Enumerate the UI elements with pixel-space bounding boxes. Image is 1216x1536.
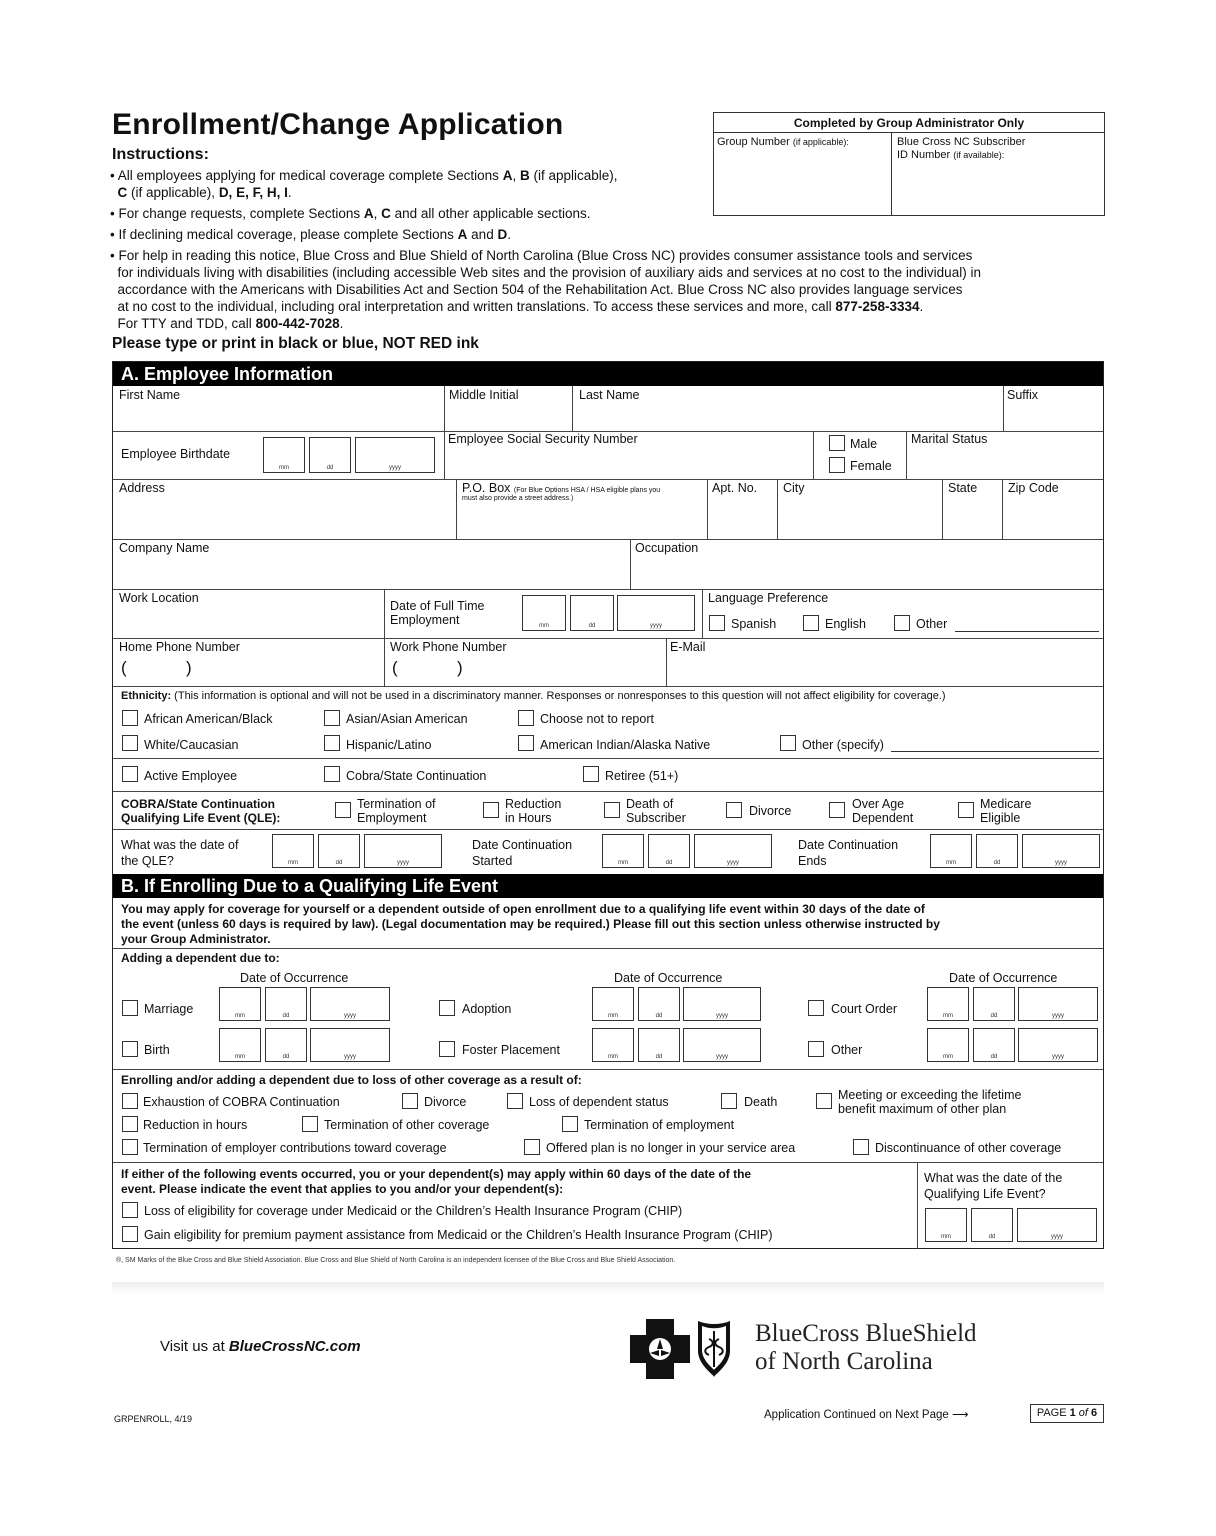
loss-divorce-label: Divorce bbox=[424, 1095, 467, 1109]
qle-medicare-label: Medicare Eligible bbox=[980, 797, 1032, 825]
qle-yyyy-box[interactable]: yyyy bbox=[364, 834, 442, 868]
instruction-2: • For change requests, complete Sections A, C and all other applicable sections. bbox=[110, 206, 591, 221]
other-event-checkbox[interactable] bbox=[808, 1041, 824, 1057]
foster-checkbox[interactable] bbox=[439, 1041, 455, 1057]
birth-event-yyyy-box[interactable]: yyyy bbox=[310, 1028, 390, 1062]
female-label: Female bbox=[850, 459, 892, 473]
doo-label-1: Date of Occurrence bbox=[240, 971, 349, 985]
bcbs-logo-icon bbox=[630, 1317, 750, 1379]
group-number-field[interactable]: Group Number (if applicable): bbox=[714, 133, 892, 215]
admin-box bbox=[713, 112, 1105, 216]
foster-label: Foster Placement bbox=[462, 1043, 560, 1057]
suffix-field[interactable]: Suffix bbox=[1007, 388, 1039, 402]
eth-african-checkbox[interactable] bbox=[122, 710, 138, 726]
other-dd-box[interactable]: dd bbox=[973, 1028, 1015, 1062]
home-phone-paren-open: ( bbox=[121, 658, 127, 677]
website-link[interactable]: BlueCrossNC.com bbox=[228, 1338, 361, 1355]
fulltime-yyyy-box[interactable]: yyyy bbox=[617, 595, 695, 631]
loss-hours-label: Reduction in hours bbox=[143, 1118, 248, 1132]
application-form bbox=[112, 361, 1104, 1249]
loss-max-checkbox[interactable] bbox=[816, 1093, 832, 1109]
chip-gain-checkbox[interactable] bbox=[122, 1226, 138, 1242]
other-yyyy-box[interactable]: yyyy bbox=[1018, 1028, 1098, 1062]
zip-field[interactable]: Zip Code bbox=[1008, 481, 1059, 495]
qle-heading: COBRA/State Continuation Qualifying Life Event (QLE): bbox=[121, 797, 281, 825]
male-checkbox[interactable] bbox=[829, 435, 845, 451]
state-field[interactable]: State bbox=[948, 481, 978, 495]
company-name-field[interactable]: Company Name bbox=[119, 541, 210, 555]
loss-death-checkbox[interactable] bbox=[721, 1093, 737, 1109]
instruction-4: • For help in reading this notice, Blue Cross and Blue Shield of North Carolina (Blue Cross NC) provides consumer assistance tools and services for individuals living with disabilities (including accessible Web sites and the provision of auxiliary aids and services at no cost to the individual) in accordance with the Americans with Disabilities Act and Section 504 of the Rehabilitation Act. Blue Cross NC also provides language services at no cost to the individual, including oral interpretation and written translations. To access these services and more, call 877-258-3334. For TTY and TDD, call 800-442-7028. bbox=[110, 248, 981, 331]
marriage-label: Marriage bbox=[144, 1002, 194, 1016]
birth-label: Birth bbox=[144, 1043, 170, 1057]
start-yyyy-box[interactable]: yyyy bbox=[694, 834, 772, 868]
work-phone-field[interactable]: Work Phone Number bbox=[390, 640, 507, 654]
adoption-dd-box[interactable]: dd bbox=[638, 987, 680, 1021]
birth-dd-box[interactable]: dd bbox=[309, 437, 351, 473]
english-checkbox[interactable] bbox=[803, 615, 819, 631]
eth-white-checkbox[interactable] bbox=[122, 735, 138, 751]
qle-divorce-checkbox[interactable] bbox=[726, 802, 742, 818]
cobra-continuation-checkbox[interactable] bbox=[324, 766, 340, 782]
doo-label-2: Date of Occurrence bbox=[614, 971, 723, 985]
birth-event-mm-box[interactable]: mm bbox=[219, 1028, 261, 1062]
qle-termination-checkbox[interactable] bbox=[335, 802, 351, 818]
qle-over-age-label: Over Age Dependent bbox=[852, 797, 914, 825]
section-b-header: B. If Enrolling Due to a Qualifying Life Event bbox=[113, 874, 1103, 898]
instruction-3: • If declining medical coverage, please complete Sections A and D. bbox=[110, 227, 511, 242]
chip-heading: If either of the following events occurred, you or your dependent(s) may apply within 60 days of the date of the event. Please indicate the event that applies to you and/or your dependent(s): bbox=[121, 1167, 752, 1196]
adoption-mm-box[interactable]: mm bbox=[592, 987, 634, 1021]
loss-max-label: Meeting or exceeding the lifetime benefit maximum of other plan bbox=[838, 1088, 1022, 1116]
work-phone-paren-open: ( bbox=[392, 658, 398, 677]
instructions-heading: Instructions: bbox=[112, 146, 209, 163]
adoption-label: Adoption bbox=[462, 1002, 512, 1016]
qle-medicare-checkbox[interactable] bbox=[958, 802, 974, 818]
adding-dependent-heading: Adding a dependent due to: bbox=[121, 951, 280, 965]
male-label: Male bbox=[850, 437, 878, 451]
loss-divorce-checkbox[interactable] bbox=[402, 1093, 418, 1109]
female-checkbox[interactable] bbox=[829, 457, 845, 473]
qle-over-age-checkbox[interactable] bbox=[829, 802, 845, 818]
court-order-label: Court Order bbox=[831, 1002, 897, 1016]
ssn-field[interactable]: Employee Social Security Number bbox=[448, 432, 638, 446]
language-label: Language Preference bbox=[708, 591, 829, 605]
chip-yyyy-box[interactable]: yyyy bbox=[1017, 1208, 1097, 1242]
loss-cobra-checkbox[interactable] bbox=[122, 1093, 138, 1109]
home-phone-paren-close: ) bbox=[186, 658, 192, 677]
loss-term-other-checkbox[interactable] bbox=[302, 1116, 318, 1132]
instruction-1: • All employees applying for medical coverage complete Sections A, B (if applicable), C (if applicable), D, E, F, H, I. bbox=[110, 168, 618, 200]
court-dd-box[interactable]: dd bbox=[973, 987, 1015, 1021]
other-mm-box[interactable]: mm bbox=[927, 1028, 969, 1062]
other-language-line[interactable] bbox=[955, 631, 1099, 632]
eth-other-checkbox[interactable] bbox=[780, 735, 796, 751]
loss-term-other-label: Termination of other coverage bbox=[324, 1118, 490, 1132]
chip-loss-checkbox[interactable] bbox=[122, 1202, 138, 1218]
loss-contrib-label: Termination of employer contributions toward coverage bbox=[143, 1141, 447, 1155]
loss-area-label: Offered plan is no longer in your service area bbox=[546, 1141, 796, 1155]
qle-mm-box[interactable]: mm bbox=[272, 834, 314, 868]
first-name-field[interactable]: First Name bbox=[119, 388, 181, 402]
subscriber-id-field[interactable]: Blue Cross NC Subscriber ID Number (if available): bbox=[897, 136, 1026, 161]
english-label: English bbox=[825, 617, 866, 631]
doo-label-3: Date of Occurrence bbox=[949, 971, 1058, 985]
active-employee-label: Active Employee bbox=[144, 769, 238, 783]
admin-heading: Completed by Group Administrator Only bbox=[714, 113, 1104, 133]
end-yyyy-box[interactable]: yyyy bbox=[1022, 834, 1100, 868]
marital-status-field[interactable]: Marital Status bbox=[911, 432, 988, 446]
loss-term-emp-checkbox[interactable] bbox=[562, 1116, 578, 1132]
loss-death-label: Death bbox=[744, 1095, 778, 1109]
qle-dd-box[interactable]: dd bbox=[318, 834, 360, 868]
eth-native-checkbox[interactable] bbox=[518, 735, 534, 751]
foster-mm-box[interactable]: mm bbox=[592, 1028, 634, 1062]
occupation-field[interactable]: Occupation bbox=[635, 541, 699, 555]
retiree-checkbox[interactable] bbox=[583, 766, 599, 782]
loss-term-emp-label: Termination of employment bbox=[584, 1118, 735, 1132]
birth-checkbox[interactable] bbox=[122, 1041, 138, 1057]
chip-dd-box[interactable]: dd bbox=[971, 1208, 1013, 1242]
end-mm-box[interactable]: mm bbox=[930, 834, 972, 868]
birth-mm-box[interactable]: mm bbox=[263, 437, 305, 473]
eth-none-checkbox[interactable] bbox=[518, 710, 534, 726]
start-dd-box[interactable]: dd bbox=[648, 834, 690, 868]
eth-other-label: Other (specify) bbox=[802, 738, 884, 752]
start-mm-box[interactable]: mm bbox=[602, 834, 644, 868]
loss-heading: Enrolling and/or adding a dependent due to loss of other coverage as a result of: bbox=[121, 1073, 582, 1087]
city-field[interactable]: City bbox=[783, 481, 805, 495]
cont-end-label: Date Continuation Ends bbox=[798, 838, 899, 868]
qle-date-label: What was the date of the QLE? bbox=[121, 838, 239, 868]
home-phone-field[interactable]: Home Phone Number bbox=[119, 640, 240, 654]
fine-print: ®, SM Marks of the Blue Cross and Blue Shield Association. Blue Cross and Blue Shield of North Carolina is an independent licensee of the Blue Cross and Blue Shield Association. bbox=[116, 1257, 676, 1264]
adoption-yyyy-box[interactable]: yyyy bbox=[683, 987, 761, 1021]
brand-name: BlueCross BlueShield of North Carolina bbox=[755, 1320, 977, 1375]
spanish-checkbox[interactable] bbox=[709, 615, 725, 631]
middle-initial-field[interactable]: Middle Initial bbox=[449, 388, 519, 402]
eth-african-label: African American/Black bbox=[144, 712, 273, 726]
section-b-intro: You may apply for coverage for yourself or a dependent outside of open enrollment due to a qualifying life event within 30 days of the date of the event (unless 60 days is required by law). (Legal documentation may be required.) Please fill out this section unless otherwise instructed by your Group Administrator. bbox=[121, 902, 940, 946]
marriage-yyyy-box[interactable]: yyyy bbox=[310, 987, 390, 1021]
chip-gain-label: Gain eligibility for premium payment assistance from Medicaid or the Children’s Health Insurance Program (CHIP) bbox=[144, 1228, 773, 1242]
other-event-label: Other bbox=[831, 1043, 863, 1057]
chip-date-label: What was the date of the Qualifying Life Event? bbox=[924, 1171, 1063, 1201]
eth-native-label: American Indian/Alaska Native bbox=[540, 738, 711, 752]
cont-start-label: Date Continuation Started bbox=[472, 838, 573, 868]
eth-hispanic-label: Hispanic/Latino bbox=[346, 738, 432, 752]
qle-reduction-checkbox[interactable] bbox=[483, 802, 499, 818]
loss-dep-status-checkbox[interactable] bbox=[507, 1093, 523, 1109]
loss-contrib-checkbox[interactable] bbox=[122, 1139, 138, 1155]
marriage-checkbox[interactable] bbox=[122, 1000, 138, 1016]
eth-hispanic-checkbox[interactable] bbox=[324, 735, 340, 751]
active-employee-checkbox[interactable] bbox=[122, 766, 138, 782]
fulltime-mm-box[interactable]: mm bbox=[522, 595, 566, 631]
last-name-field[interactable]: Last Name bbox=[579, 388, 640, 402]
page-title: Enrollment/Change Application bbox=[112, 108, 564, 141]
ink-note: Please type or print in black or blue, NOT RED ink bbox=[112, 335, 479, 352]
po-box-field[interactable]: P.O. Box (For Blue Options HSA / HSA eligible plans you bbox=[462, 481, 661, 495]
court-order-checkbox[interactable] bbox=[808, 1000, 824, 1016]
work-location-field[interactable]: Work Location bbox=[119, 591, 199, 605]
qle-death-label: Death of Subscriber bbox=[626, 797, 686, 825]
qle-death-checkbox[interactable] bbox=[604, 802, 620, 818]
ethnicity-heading: Ethnicity: (This information is optional and will not be used in a discriminatory manner. Responses or nonresponses to this question will not affect eligibility for coverage.) bbox=[121, 690, 946, 702]
continued-note: Application Continued on Next Page ⟶ bbox=[764, 1409, 969, 1421]
birth-event-dd-box[interactable]: dd bbox=[265, 1028, 307, 1062]
other-language-label: Other bbox=[916, 617, 948, 631]
arrow-right-icon: ⟶ bbox=[951, 1409, 969, 1421]
foster-dd-box[interactable]: dd bbox=[638, 1028, 680, 1062]
marriage-mm-box[interactable]: mm bbox=[219, 987, 261, 1021]
cobra-continuation-label: Cobra/State Continuation bbox=[346, 769, 487, 783]
loss-hours-checkbox[interactable] bbox=[122, 1116, 138, 1132]
other-language-checkbox[interactable] bbox=[894, 615, 910, 631]
birthdate-label: Employee Birthdate bbox=[121, 447, 231, 461]
chip-loss-label: Loss of eligibility for coverage under Medicaid or the Children’s Health Insurance Program (CHIP) bbox=[144, 1204, 683, 1218]
qle-reduction-label: Reduction in Hours bbox=[505, 797, 562, 825]
eth-asian-label: Asian/Asian American bbox=[346, 712, 468, 726]
retiree-label: Retiree (51+) bbox=[605, 769, 679, 783]
section-a-header: A. Employee Information bbox=[113, 362, 1103, 386]
loss-area-checkbox[interactable] bbox=[524, 1139, 540, 1155]
foster-yyyy-box[interactable]: yyyy bbox=[683, 1028, 761, 1062]
court-mm-box[interactable]: mm bbox=[927, 987, 969, 1021]
fulltime-dd-box[interactable]: dd bbox=[570, 595, 614, 631]
page-indicator: PAGE 1 of 6 bbox=[1030, 1404, 1104, 1423]
marriage-dd-box[interactable]: dd bbox=[265, 987, 307, 1021]
eth-other-line[interactable] bbox=[891, 751, 1099, 752]
end-dd-box[interactable]: dd bbox=[976, 834, 1018, 868]
email-field[interactable]: E-Mail bbox=[670, 640, 706, 654]
eth-asian-checkbox[interactable] bbox=[324, 710, 340, 726]
loss-cobra-label: Exhaustion of COBRA Continuation bbox=[143, 1095, 340, 1109]
court-yyyy-box[interactable]: yyyy bbox=[1018, 987, 1098, 1021]
loss-dep-status-label: Loss of dependent status bbox=[529, 1095, 669, 1109]
eth-none-label: Choose not to report bbox=[540, 712, 654, 726]
form-code: GRPENROLL, 4/19 bbox=[114, 1414, 193, 1424]
birth-yyyy-box[interactable]: yyyy bbox=[355, 437, 435, 473]
spanish-label: Spanish bbox=[731, 617, 777, 631]
loss-discont-label: Discontinuance of other coverage bbox=[875, 1141, 1062, 1155]
adoption-checkbox[interactable] bbox=[439, 1000, 455, 1016]
apt-field[interactable]: Apt. No. bbox=[712, 481, 758, 495]
qle-termination-label: Termination of Employment bbox=[357, 797, 436, 825]
full-time-label: Date of Full Time Employment bbox=[390, 599, 485, 627]
address-field[interactable]: Address bbox=[119, 481, 165, 495]
loss-discont-checkbox[interactable] bbox=[853, 1139, 869, 1155]
work-phone-paren-close: ) bbox=[457, 658, 463, 677]
eth-white-label: White/Caucasian bbox=[144, 738, 239, 752]
po-box-note: must also provide a street address.) bbox=[462, 495, 574, 502]
qle-divorce-label: Divorce bbox=[749, 804, 792, 818]
visit-text: Visit us at BlueCrossNC.com bbox=[160, 1338, 361, 1355]
chip-mm-box[interactable]: mm bbox=[925, 1208, 967, 1242]
